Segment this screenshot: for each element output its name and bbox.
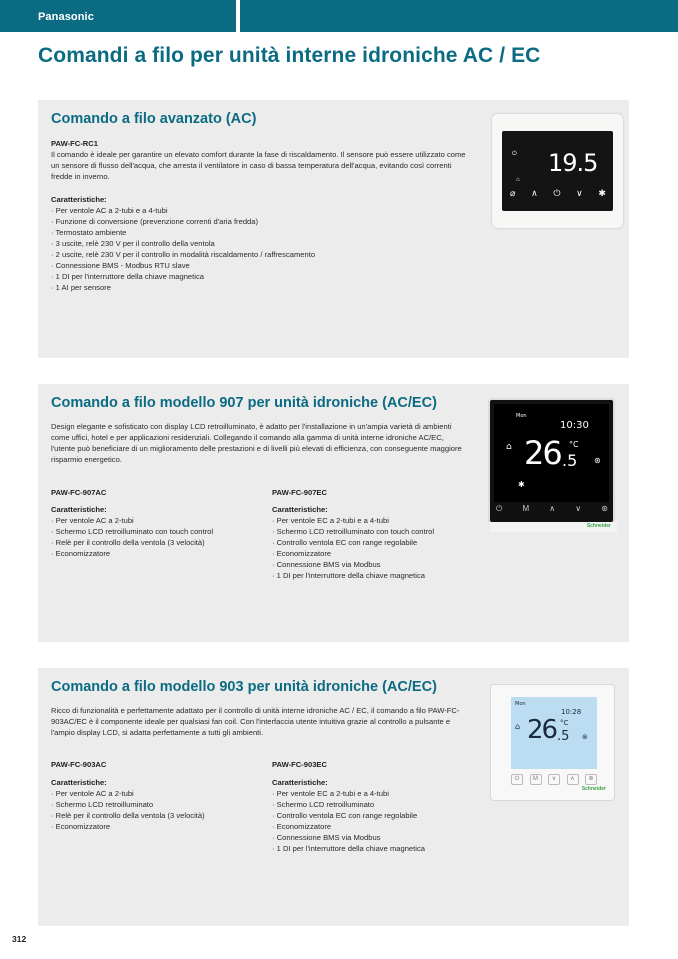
features-title: Caratteristiche: (51, 778, 107, 787)
features-title: Caratteristiche: (51, 505, 107, 514)
feature-item: · Connessione BMS via Modbus (272, 560, 381, 569)
feature-item: · Controllo ventola EC con range regolabile (272, 538, 418, 547)
snowflake-icon: ✱ (598, 189, 606, 199)
feature-item: · Per ventole EC a 2-tubi e a 4-tubi (272, 789, 389, 798)
features-title: Caratteristiche: (51, 195, 107, 204)
section-title: Comando a filo modello 907 per unità idroniche (AC/EC) (51, 395, 437, 411)
fan-icon: ⊛ (594, 456, 601, 465)
product-image-rc1 (492, 114, 623, 228)
feature-item: · Schermo LCD retroilluminato con touch control (51, 527, 214, 536)
device-brand: Schneider (581, 786, 606, 792)
feature-item: · 1 DI per l'interruttore della chiave magnetica (51, 272, 204, 281)
feature-item: · Schermo LCD retroilluminato con touch control (272, 527, 435, 536)
device-temperature: 19.5 (548, 149, 598, 177)
chevron-down-icon: ∨ (576, 189, 583, 199)
feature-item: · Per ventole EC a 2-tubi e a 4-tubi (272, 516, 389, 525)
product-image-907 (488, 398, 615, 529)
page-number: 312 (12, 934, 27, 944)
device-footer (490, 522, 617, 532)
device-temperature-decimal: .5 (557, 729, 570, 744)
power-icon: ⏻ (511, 774, 523, 785)
feature-item: · Controllo ventola EC con range regolabile (272, 811, 418, 820)
feature-item: · Connessione BMS - Modbus RTU slave (51, 261, 190, 270)
brand-logo: Panasonic (38, 11, 94, 23)
chevron-up-icon: ∧ (567, 774, 579, 785)
device-buttons (496, 504, 608, 514)
section-description: Il comando è ideale per garantire un elevato comfort durante la fase di riscaldamento. Il sensore può essere utilizzato come un sensore di flusso dell'acqua, che arresta il ventilatore in caso di bassa temperatura dell'acqua, evitando così correnti fredde in inverno. (51, 150, 466, 181)
feature-item: · Per ventole AC a 2-tubi e a 4-tubi (51, 206, 168, 215)
mode-icon: M (530, 774, 542, 785)
product-code: PAW-FC-903AC (51, 760, 107, 769)
header-bar (0, 0, 678, 32)
features-list (51, 515, 213, 559)
feature-item: · 2 uscite, relè 230 V per il controllo in modalità riscaldamento / raffrescamento (51, 250, 316, 259)
feature-item: · Economizzatore (51, 549, 111, 558)
device-temperature: 26 (524, 434, 561, 472)
section-title: Comando a filo avanzato (AC) (51, 111, 257, 127)
features-block-ec (272, 777, 425, 854)
device-day: Mon (515, 701, 526, 707)
features-list (51, 205, 315, 293)
feature-item: · Relè per il controllo della ventola (3 velocità) (51, 811, 205, 820)
feature-item: · 3 uscite, relè 230 V per il controllo della ventola (51, 239, 215, 248)
feature-item: · 1 AI per sensore (51, 283, 111, 292)
fan-icon: ⌀ (510, 189, 516, 199)
device-buttons (510, 189, 606, 199)
device-brand: Schneider (586, 523, 611, 529)
page-title: Comandi a filo per unità interne idroniche AC / EC (38, 44, 541, 67)
power-icon: ⏻ (512, 151, 517, 157)
chevron-up-icon: ∧ (549, 504, 556, 513)
features-list (272, 788, 425, 854)
device-unit: °C (569, 440, 579, 449)
feature-item: · Termostato ambiente (51, 228, 127, 237)
section-model-903 (38, 668, 629, 926)
product-code: PAW-FC-907EC (272, 488, 327, 497)
feature-item: · Schermo LCD retroilluminato (51, 800, 154, 809)
device-unit: °C (560, 719, 569, 727)
snowflake-icon: ✱ (518, 480, 525, 489)
features-title: Caratteristiche: (272, 778, 328, 787)
product-code: PAW-FC-RC1 (51, 139, 98, 148)
fan-button-icon: ⊛ (601, 504, 608, 513)
chevron-down-icon: ∨ (548, 774, 560, 785)
device-temperature: 26 (527, 715, 557, 745)
feature-item: · Connessione BMS via Modbus (272, 833, 381, 842)
fan-icon: ⊛ (582, 733, 588, 741)
mode-icon: M (522, 504, 530, 513)
feature-item: · Economizzatore (272, 822, 332, 831)
section-description: Ricco di funzionalità e perfettamente adattato per il controllo di unità interne idroniche AC / EC, il comando a filo PAW-FC-903AC/EC è il componente ideale per qualsiasi fan coil. Con l'interfaccia utente intuitiva grazie al controllo a pulsante e l'ampio display LCD, si adatta perfettamente a tutti gli ambienti. (51, 706, 460, 737)
product-code: PAW-FC-903EC (272, 760, 327, 769)
home-icon: ⌂ (506, 442, 512, 452)
power-icon: ⏻ (496, 504, 503, 513)
device-day: Mon (516, 413, 527, 419)
device-screen (502, 131, 613, 211)
device-screen (511, 697, 597, 769)
section-advanced-controller (38, 100, 629, 358)
features-block (51, 194, 315, 293)
features-title: Caratteristiche: (272, 505, 328, 514)
device-time: 10:30 (560, 420, 589, 431)
device-time: 10:28 (561, 708, 582, 716)
section-description: Design elegante e sofisticato con display LCD retroilluminato, è adatto per l'installazione in un'ampia varietà di ambienti come uffici, hotel e per applicazioni residenziali. Collegando il comando alla gamma di unità interne idroniche AC/EC, l'utente può beneficiare di un miglioramento delle prestazioni e di livelli più elevati di efficienza, con conseguente maggiore risparmio energetico. (51, 422, 462, 464)
fan-button-icon: ⊛ (585, 774, 597, 785)
features-block-ec (272, 504, 434, 581)
product-image-903 (490, 684, 615, 801)
feature-item: · Economizzatore (272, 549, 332, 558)
features-block-ac (51, 504, 213, 559)
feature-item: · Per ventole AC a 2-tubi (51, 789, 134, 798)
device-temperature-decimal: .5 (562, 451, 578, 470)
section-title: Comando a filo modello 903 per unità idroniche (AC/EC) (51, 679, 437, 695)
features-list (272, 515, 434, 581)
device-buttons (511, 774, 597, 785)
header-separator (236, 0, 240, 32)
features-list (51, 788, 205, 832)
chevron-down-icon: ∨ (575, 504, 582, 513)
section-model-907 (38, 384, 629, 642)
feature-item: · Economizzatore (51, 822, 111, 831)
product-code: PAW-FC-907AC (51, 488, 107, 497)
feature-item: · Funzione di conversione (prevenzione correnti d'aria fredda) (51, 217, 259, 226)
feature-item: · Relè per il controllo della ventola (3 velocità) (51, 538, 205, 547)
features-block-ac (51, 777, 205, 832)
feature-item: · Schermo LCD retroilluminato (272, 800, 375, 809)
feature-item: · 1 DI per l'interruttore della chiave magnetica (272, 844, 425, 853)
feature-item: · Per ventole AC a 2-tubi (51, 516, 134, 525)
chevron-up-icon: ∧ (531, 189, 538, 199)
feature-item: · 1 DI per l'interruttore della chiave magnetica (272, 571, 425, 580)
device-screen (494, 404, 609, 502)
power-button-icon: ⏻ (553, 189, 561, 199)
home-icon: ⌂ (516, 177, 520, 183)
home-icon: ⌂ (515, 722, 521, 731)
